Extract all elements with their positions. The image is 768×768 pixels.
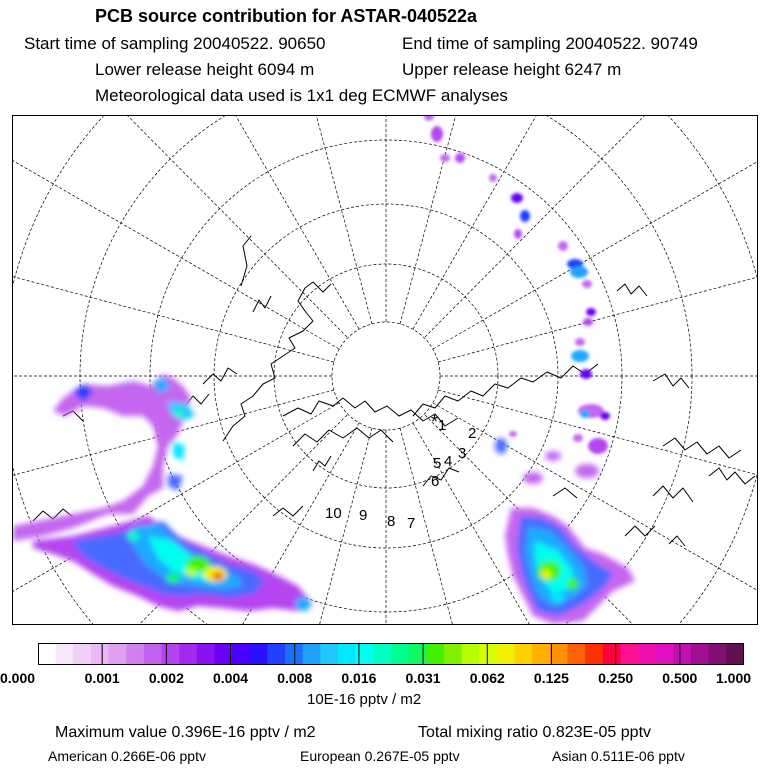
max-value-label: Maximum value 0.396E-16 pptv / m2 [55, 724, 316, 741]
colorbar-swatch [285, 643, 303, 665]
colorbar-swatch [462, 643, 480, 665]
colorbar-swatch [73, 643, 91, 665]
colorbar-swatch [691, 643, 709, 665]
colorbar-swatch [373, 643, 391, 665]
colorbar-swatch [479, 643, 497, 665]
colorbar-swatch [162, 643, 180, 665]
plume-east-arc [424, 116, 610, 454]
colorbar-swatch [409, 643, 427, 665]
upper-height-label: Upper release height 6247 m [402, 60, 622, 79]
colorbar-tick-label: 0.004 [213, 670, 249, 686]
polar-map [12, 115, 758, 625]
colorbar-swatch [603, 643, 621, 665]
colorbar [38, 643, 744, 665]
total-mixing-label: Total mixing ratio 0.823E-05 pptv [418, 724, 652, 741]
colorbar-swatch [673, 643, 691, 665]
colorbar-tick-label: 0.031 [405, 670, 441, 686]
day-label: 6 [431, 473, 440, 490]
page-title: PCB source contribution for ASTAR-040522a [95, 6, 478, 26]
colorbar-swatch [497, 643, 515, 665]
colorbar-swatch [638, 643, 656, 665]
colorbar-tick-label: 1.000 [716, 670, 752, 686]
colorbar-tick-label: 0.008 [277, 670, 313, 686]
colorbar-swatch [515, 643, 533, 665]
colorbar-swatch [426, 643, 444, 665]
colorbar-swatch [709, 643, 727, 665]
day-label: 9 [359, 507, 368, 524]
colorbar-tick-label: 0.002 [148, 670, 184, 686]
colorbar-tick-label: 0.062 [469, 670, 505, 686]
colorbar-tick-label: 0.016 [341, 670, 377, 686]
start-time-label: Start time of sampling 20040522. 90650 [24, 34, 326, 53]
colorbar-swatch [126, 643, 144, 665]
colorbar-unit: 10E-16 pptv / m2 [307, 691, 422, 708]
colorbar-swatch [532, 643, 550, 665]
day-label: 1 [438, 417, 447, 434]
day-label: 4 [444, 453, 453, 470]
colorbar-swatch [320, 643, 338, 665]
colorbar-swatch [303, 643, 321, 665]
asian-contribution: Asian 0.511E-06 pptv [552, 748, 685, 764]
colorbar-swatch [338, 643, 356, 665]
colorbar-swatch [568, 643, 586, 665]
colorbar-swatch [391, 643, 409, 665]
end-time-label: End time of sampling 20040522. 90749 [402, 34, 698, 53]
day-label: 3 [458, 445, 467, 462]
colorbar-tick-label: 0.250 [598, 670, 634, 686]
colorbar-swatch [179, 643, 197, 665]
colorbar-swatch [250, 643, 268, 665]
colorbar-tick-label: 0.000 [0, 670, 36, 686]
colorbar-swatch [232, 643, 250, 665]
colorbar-swatch [585, 643, 603, 665]
day-label: 8 [387, 513, 396, 530]
lower-height-label: Lower release height 6094 m [95, 60, 315, 79]
colorbar-swatch [109, 643, 127, 665]
day-label: 7 [407, 515, 416, 532]
colorbar-tick-label: 0.500 [662, 670, 698, 686]
colorbar-swatch [91, 643, 109, 665]
colorbar-swatch [197, 643, 215, 665]
european-contribution: European 0.267E-05 pptv [300, 748, 460, 764]
day-label: 10 [325, 505, 342, 522]
met-data-label: Meteorological data used is 1x1 deg ECMWF analyses [95, 86, 508, 105]
day-label: 5 [433, 455, 442, 472]
colorbar-swatch [144, 643, 162, 665]
american-contribution: American 0.266E-06 pptv [48, 748, 206, 764]
colorbar-swatch [267, 643, 285, 665]
colorbar-tick-label: 0.125 [533, 670, 569, 686]
colorbar-swatch [550, 643, 568, 665]
colorbar-swatch [38, 643, 56, 665]
colorbar-swatch [215, 643, 233, 665]
colorbar-tick-label: 0.001 [84, 670, 120, 686]
release-point-marker: * [431, 412, 439, 432]
map-canvas [13, 116, 757, 624]
day-label: 2 [468, 425, 477, 442]
plume-east [495, 438, 635, 624]
colorbar-swatch [656, 643, 674, 665]
colorbar-swatch [620, 643, 638, 665]
colorbar-swatch [444, 643, 462, 665]
colorbar-swatch [56, 643, 74, 665]
colorbar-swatch [726, 643, 744, 665]
